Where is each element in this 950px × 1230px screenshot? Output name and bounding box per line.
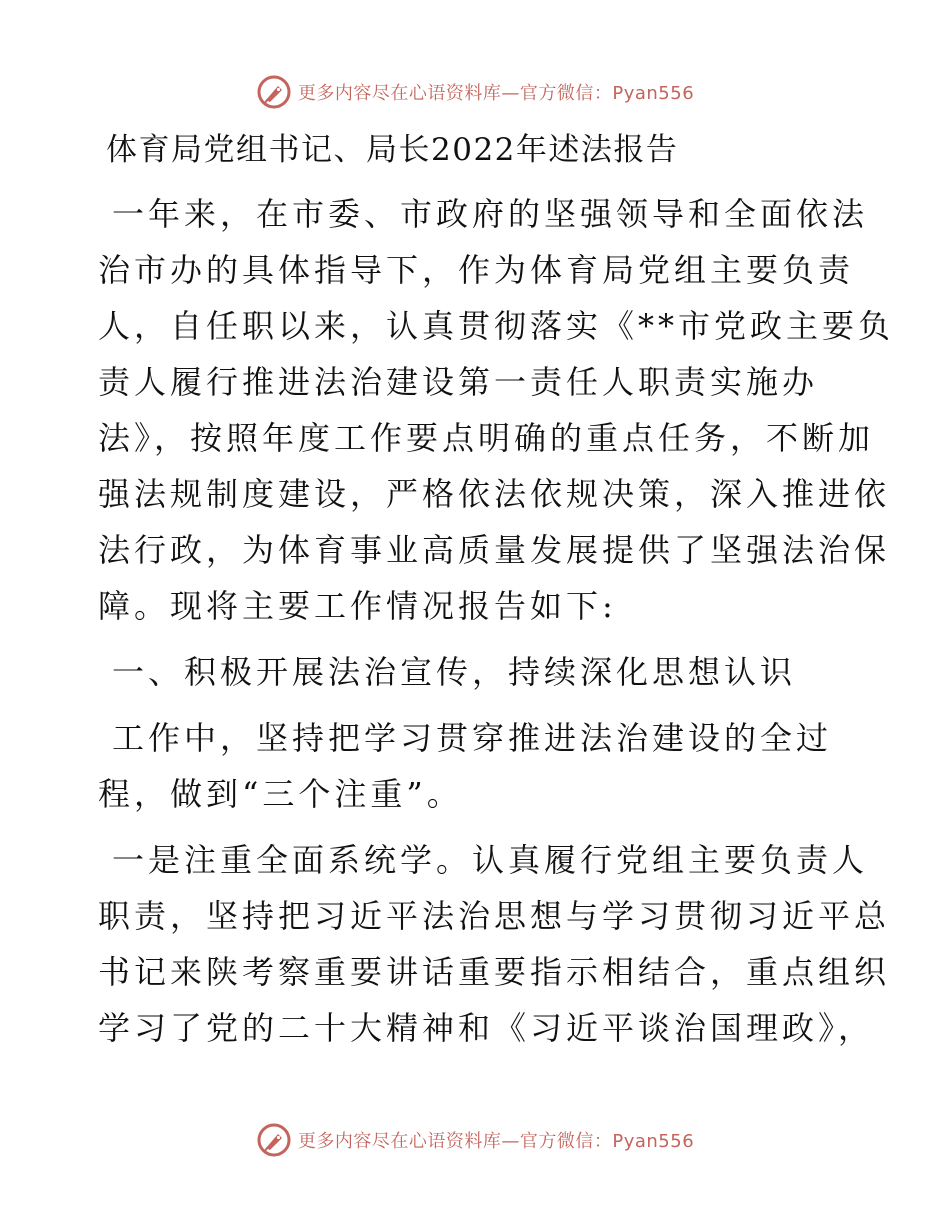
text-line: 法行政，为体育事业高质量发展提供了坚强法治保	[98, 531, 891, 569]
document-title: 体育局党组书记、局长2022年述法报告	[106, 132, 679, 168]
text-line: 程，做到“三个注重”。	[98, 775, 463, 813]
text-line: 人，自任职以来，认真贯彻落实《**市党政主要负	[98, 307, 895, 345]
text-line: 一、积极开展法治宣传，持续深化思想认识	[112, 653, 797, 691]
paragraph-intro	[98, 186, 895, 634]
pen-nib-icon	[256, 1122, 292, 1158]
text-line: 强法规制度建设，严格依法依规决策，深入推进依	[98, 475, 891, 513]
text-line: 责人履行推进法治建设第一责任人职责实施办	[98, 363, 819, 401]
footer-watermark	[0, 1120, 950, 1160]
document-body	[98, 124, 895, 1056]
text-line: 工作中，坚持把学习贯穿推进法治建设的全过	[112, 719, 833, 757]
text-line: 学习了党的二十大精神和《习近平谈治国理政》，	[98, 1009, 875, 1047]
text-line: 书记来陕考察重要讲话重要指示相结合，重点组织	[98, 953, 891, 991]
section-heading	[98, 644, 858, 700]
text-line: 一是注重全面系统学。认真履行党组主要负责人	[112, 841, 869, 879]
text-line: 法》，按照年度工作要点明确的重点任务，不断加	[98, 419, 875, 457]
watermark-text: 更多内容尽在心语资料库—官方微信：Pyan556	[297, 1131, 695, 1152]
text-line: 职责，坚持把习近平法治思想与学习贯彻习近平总	[98, 897, 891, 935]
paragraph-study	[98, 832, 891, 1056]
paragraph-work	[98, 710, 858, 822]
text-line: 一年来，在市委、市政府的坚强领导和全面依法	[112, 195, 869, 233]
text-line: 障。现将主要工作情况报告如下:	[98, 587, 617, 625]
header-watermark	[0, 72, 950, 112]
text-line: 治市办的具体指导下，作为体育局党组主要负责	[98, 251, 855, 289]
pen-nib-icon	[256, 74, 292, 110]
watermark-text: 更多内容尽在心语资料库—官方微信：Pyan556	[297, 83, 695, 104]
